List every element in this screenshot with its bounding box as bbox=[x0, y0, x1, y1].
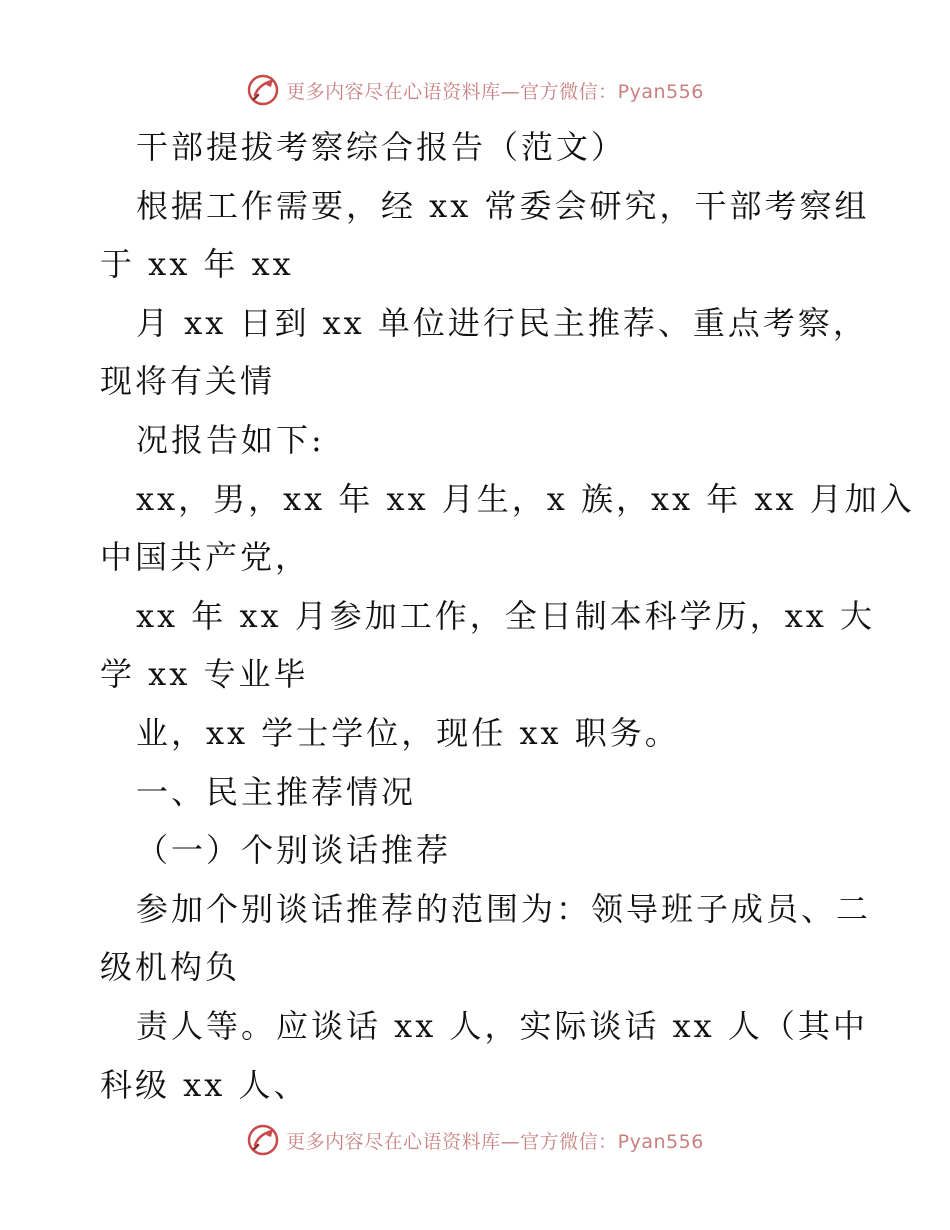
pen-logo-icon bbox=[246, 1123, 280, 1157]
document-line: 根据工作需要，经 xx 常委会研究，干部考察组 bbox=[136, 186, 870, 225]
document-line: xx 年 xx 月参加工作，全日制本科学历，xx 大 bbox=[136, 596, 875, 635]
watermark-header bbox=[0, 70, 950, 110]
pen-logo-icon bbox=[246, 73, 280, 107]
watermark-footer bbox=[0, 1120, 950, 1160]
document-line: xx，男，xx 年 xx 月生，x 族，xx 年 xx 月加入 bbox=[136, 479, 915, 518]
document-line: 级机构负 bbox=[100, 948, 241, 987]
document-line: 科级 xx 人、 bbox=[100, 1065, 309, 1104]
document-body bbox=[100, 118, 915, 1114]
watermark-text: 更多内容尽在心语资料库—官方微信：Pyan556 bbox=[286, 80, 704, 103]
document-line: （一）个别谈话推荐 bbox=[136, 831, 452, 870]
document-line: 学 xx 专业毕 bbox=[100, 655, 309, 694]
watermark-text: 更多内容尽在心语资料库—官方微信：Pyan556 bbox=[286, 1130, 704, 1153]
document-line: 月 xx 日到 xx 单位进行民主推荐、重点考察， bbox=[136, 303, 868, 342]
document-line: 参加个别谈话推荐的范围为：领导班子成员、二 bbox=[136, 889, 872, 928]
document-line: 干部提拔考察综合报告（范文） bbox=[136, 128, 627, 166]
document-line: 于 xx 年 xx bbox=[100, 245, 294, 284]
document-line: 况报告如下: bbox=[136, 420, 325, 459]
document-line: 责人等。应谈话 xx 人，实际谈话 xx 人（其中 bbox=[136, 1006, 868, 1045]
document-line: 一、民主推荐情况 bbox=[136, 772, 417, 811]
document-line: 业，xx 学士学位，现任 xx 职务。 bbox=[136, 713, 680, 752]
document-line: 现将有关情 bbox=[100, 362, 276, 401]
document-line: 中国共产党， bbox=[100, 538, 311, 577]
